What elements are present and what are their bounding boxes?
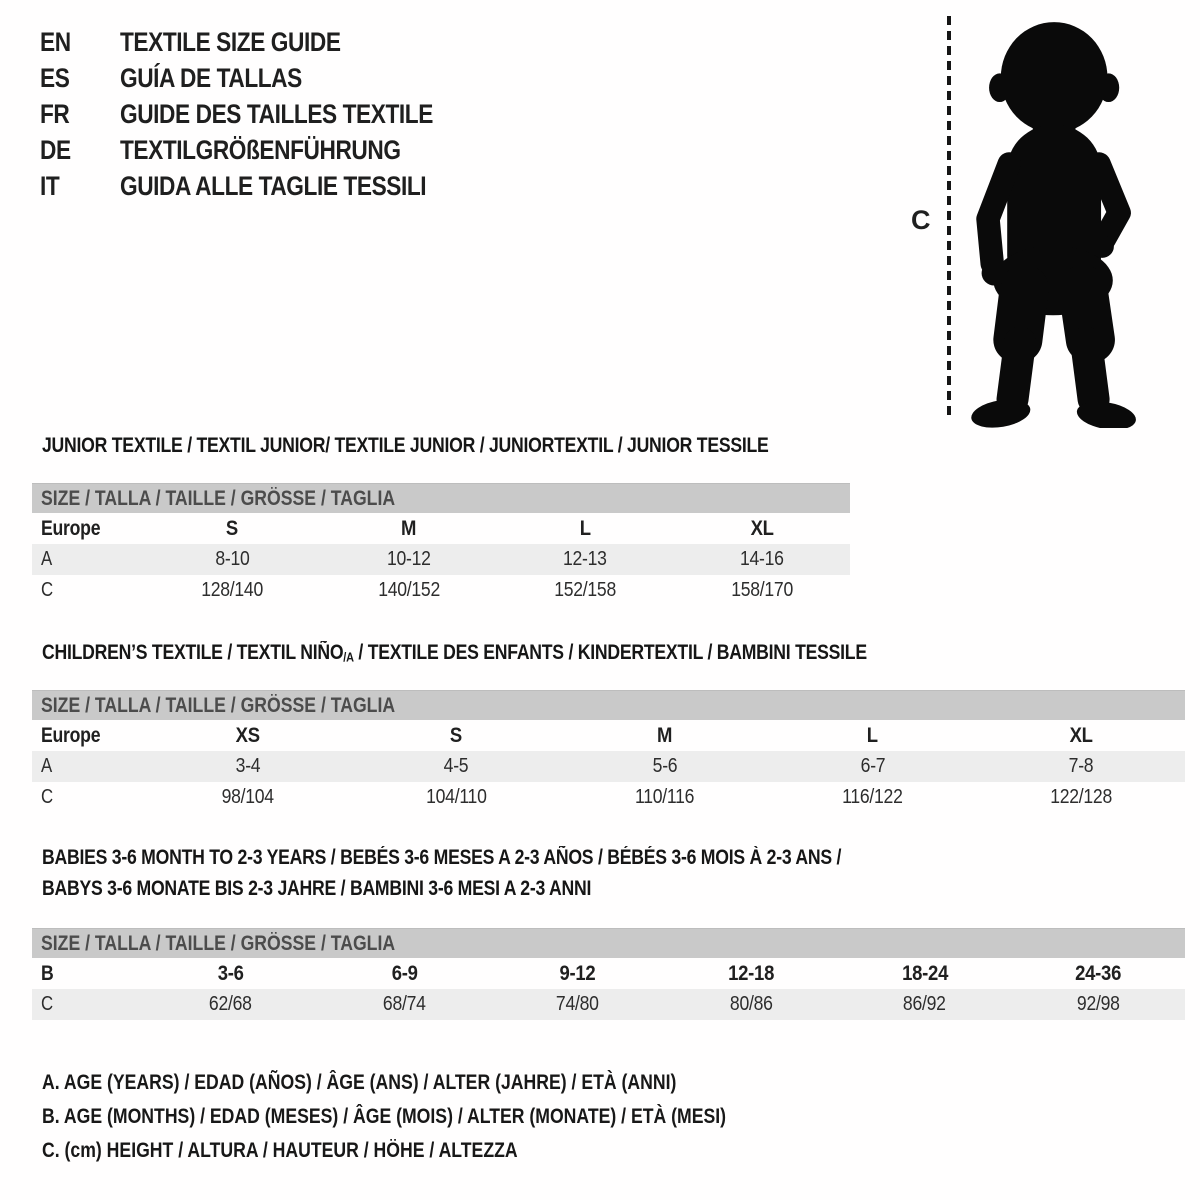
value-cell: 152/158: [554, 579, 617, 601]
guide-title-es: GUÍA DE TALLAS: [120, 62, 302, 93]
table-row: [32, 958, 1185, 989]
table-row: [32, 751, 1185, 782]
value-cell: 24-36: [1075, 961, 1122, 985]
value-cell: 62/68: [209, 993, 253, 1015]
size-cell: M: [401, 516, 417, 540]
table-row: [32, 544, 850, 575]
value-cell: 12-18: [728, 961, 775, 985]
babies-size-table: [32, 928, 1185, 1020]
value-cell: 7-8: [1068, 755, 1094, 777]
value-cell: 98/104: [221, 786, 275, 808]
guide-title-de: TEXTILGRÖßENFÜHRUNG: [120, 134, 401, 165]
measurement-legend: [42, 1066, 856, 1168]
guide-title-it: GUIDA ALLE TAGLIE TESSILI: [120, 170, 427, 201]
junior-sizes-row: [32, 513, 850, 544]
size-cell: XS: [236, 723, 261, 747]
table-row: [32, 989, 1185, 1020]
table-row: [32, 782, 1185, 813]
language-header: [40, 24, 493, 204]
size-cell: S: [226, 516, 239, 540]
value-cell: 4-5: [443, 755, 469, 777]
size-header-band: SIZE / TALLA / TAILLE / GRÖSSE / TAGLIA: [32, 690, 1185, 720]
value-cell: 6-7: [860, 755, 886, 777]
lang-code: ES: [40, 62, 70, 93]
value-cell: 140/152: [377, 579, 440, 601]
row-label: A: [41, 755, 52, 777]
nino-a-subscript: /A: [343, 649, 354, 665]
value-cell: 158/170: [730, 579, 793, 601]
children-size-table: [32, 690, 1185, 813]
height-measure-dashed-line: [947, 16, 951, 418]
value-cell: 6-9: [391, 961, 418, 985]
junior-size-table: [32, 483, 850, 606]
size-header-band: SIZE / TALLA / TAILLE / GRÖSSE / TAGLIA: [32, 928, 1185, 958]
size-cell: XL: [750, 516, 774, 540]
guide-title-fr: GUIDE DES TAILLES TEXTILE: [120, 98, 433, 129]
value-cell: 128/140: [201, 579, 264, 601]
value-cell: 3-6: [217, 961, 244, 985]
guide-title-en: TEXTILE SIZE GUIDE: [120, 26, 341, 57]
row-label: C: [41, 579, 53, 601]
value-cell: 104/110: [426, 786, 487, 808]
row-label: C: [41, 786, 53, 808]
lang-code: DE: [40, 134, 71, 165]
lang-code: FR: [40, 98, 70, 129]
row-label: A: [41, 548, 52, 570]
row-label: B: [41, 961, 54, 985]
junior-section-title: JUNIOR TEXTILE / TEXTIL JUNIOR/ TEXTILE JUNIOR / JUNIORTEXTIL / JUNIOR TESSILE: [42, 434, 769, 457]
size-cell: M: [656, 723, 673, 747]
value-cell: 92/98: [1076, 993, 1120, 1015]
table-row: [32, 575, 850, 606]
value-cell: 116/122: [842, 786, 903, 808]
size-cell: L: [579, 516, 591, 540]
value-cell: 9-12: [559, 961, 596, 985]
region-label: Europe: [41, 516, 101, 540]
toddler-silhouette-icon: [956, 18, 1148, 428]
size-cell: S: [450, 723, 463, 747]
lang-row-en: [40, 24, 493, 60]
lang-code: EN: [40, 26, 71, 57]
size-cell: XL: [1069, 723, 1093, 747]
size-header-band: SIZE / TALLA / TAILLE / GRÖSSE / TAGLIA: [32, 483, 850, 513]
value-cell: 12-13: [563, 548, 608, 570]
lang-row-de: [40, 132, 493, 168]
legend-line-c: C. (cm) HEIGHT / ALTURA / HAUTEUR / HÖHE / ALTEZZA: [42, 1139, 518, 1162]
babies-section-title: BABIES 3-6 MONTH TO 2-3 YEARS / BEBÉS 3-6 MESES A 2-3 AÑOS / BÉBÉS 3-6 MOIS À 2-3 ANS / BABYS 3-6 MONATE BIS 2-3 JAHRE / BAMBINI 3-6 MESI A 2-3 ANNI: [42, 846, 842, 900]
size-cell: L: [867, 723, 879, 747]
children-sizes-row: [32, 720, 1185, 751]
value-cell: 14-16: [739, 548, 784, 570]
legend-line-b: B. AGE (MONTHS) / EDAD (MESES) / ÂGE (MOIS) / ALTER (MONATE) / ETÀ (MESI): [42, 1105, 727, 1128]
value-cell: 3-4: [235, 755, 261, 777]
value-cell: 10-12: [386, 548, 431, 570]
value-cell: 5-6: [652, 755, 677, 777]
height-measure-label: C: [911, 205, 931, 235]
lang-row-fr: [40, 96, 493, 132]
value-cell: 8-10: [215, 548, 250, 570]
lang-code: IT: [40, 170, 60, 201]
lang-row-es: [40, 60, 493, 96]
lang-row-it: [40, 168, 493, 204]
value-cell: 86/92: [903, 993, 947, 1015]
legend-line-a: A. AGE (YEARS) / EDAD (AÑOS) / ÂGE (ANS) / ALTER (JAHRE) / ETÀ (ANNI): [42, 1071, 677, 1094]
value-cell: 122/128: [1050, 786, 1112, 808]
value-cell: 80/86: [729, 993, 773, 1015]
value-cell: 68/74: [382, 993, 426, 1015]
value-cell: 74/80: [556, 993, 600, 1015]
children-section-title: CHILDREN’S TEXTILE / TEXTIL NIÑO/A / TEXTILE DES ENFANTS / KINDERTEXTIL / BAMBINI TESSILE: [42, 641, 867, 665]
value-cell: 18-24: [901, 961, 948, 985]
region-label: Europe: [41, 723, 101, 747]
value-cell: 110/116: [634, 786, 695, 808]
row-label: C: [41, 993, 53, 1015]
